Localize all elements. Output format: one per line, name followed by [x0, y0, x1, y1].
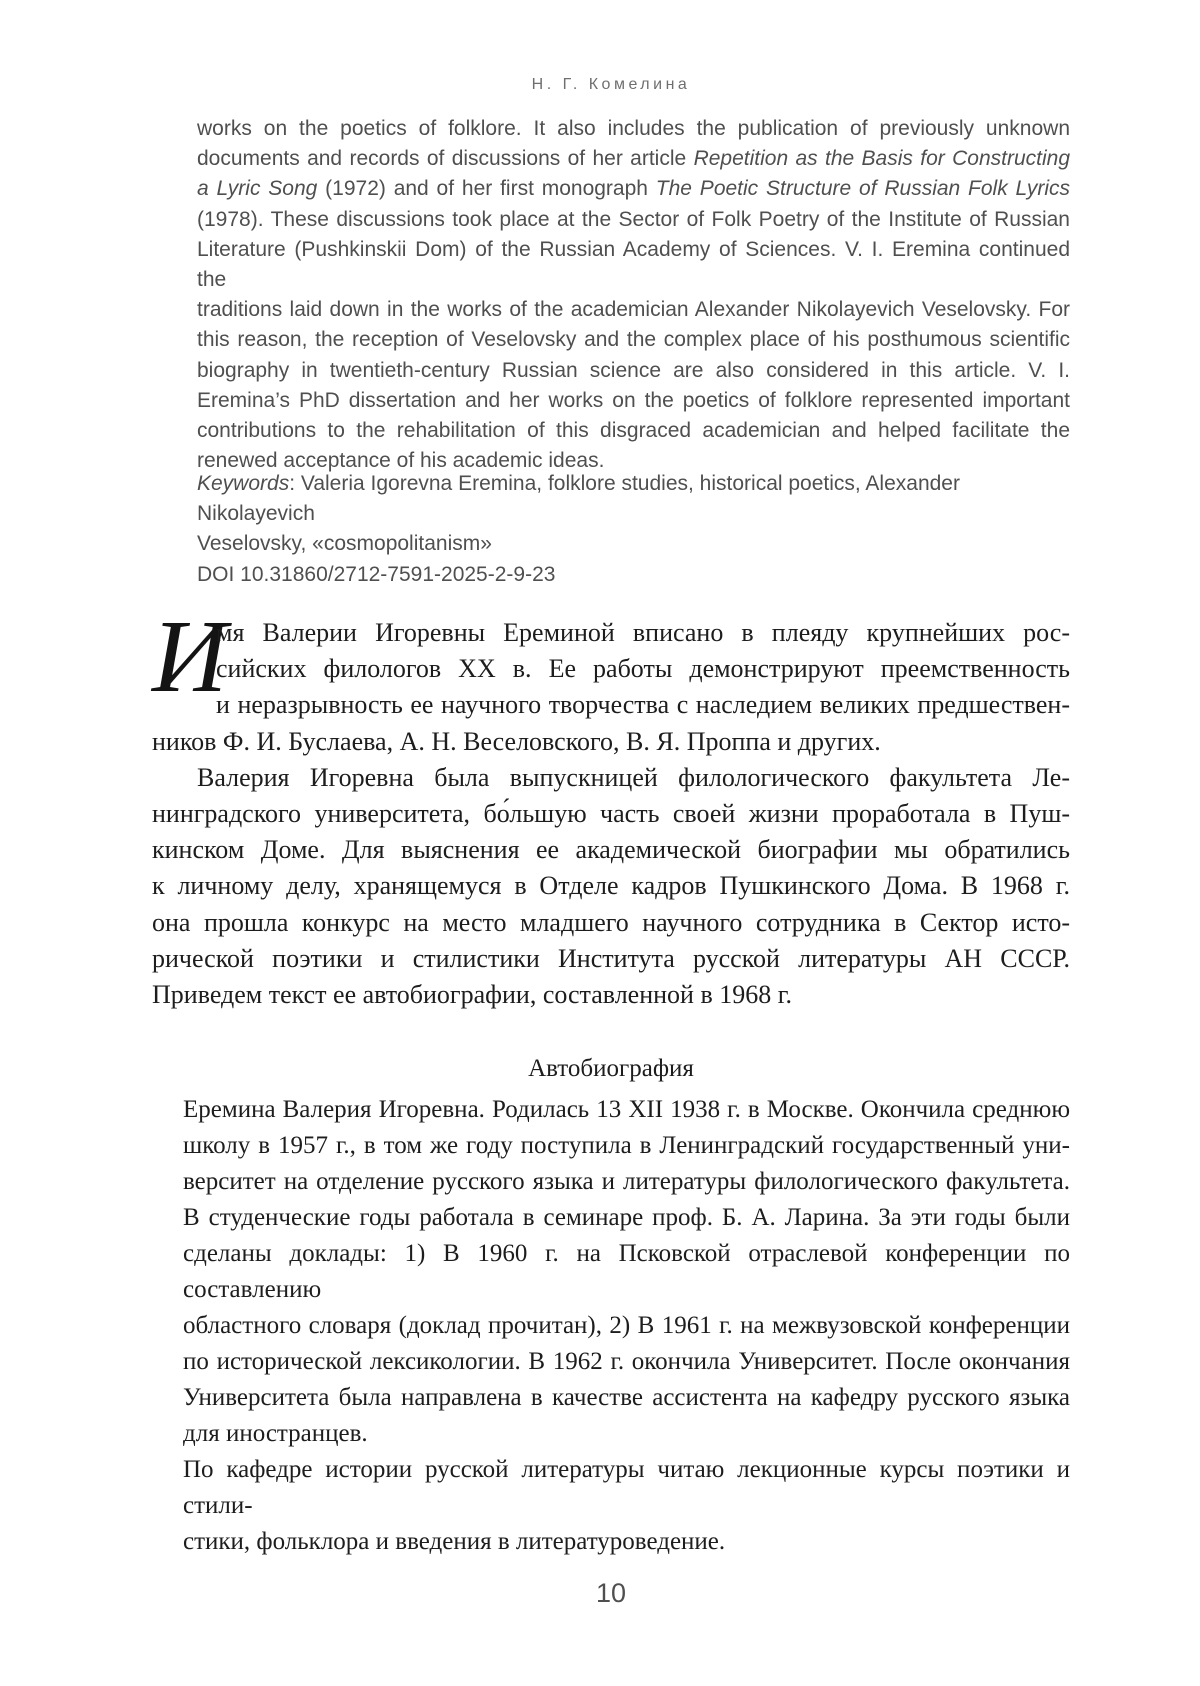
text-line: Валерия Игоревна была выпускницей филологического факультета Ле-	[197, 762, 1070, 792]
article-body	[152, 599, 1070, 1013]
text-line: она прошла конкурс на место младшего научного сотрудника в Сектор исто-	[152, 907, 1070, 937]
running-head-author: Н. Г. Комелина	[531, 76, 691, 93]
page-number: 10	[595, 1578, 627, 1608]
autobiography-heading: Автобиография	[528, 1055, 694, 1082]
text-line: По кафедре истории русской литературы читаю лекционные курсы поэтики и стили-	[183, 1456, 1070, 1519]
text-line: Veselovsky, «cosmopolitanism»	[197, 532, 492, 556]
text-line: (1978). These discussions took place at the Sector of Folk Poetry of the Institute of Russian	[197, 207, 1070, 231]
text-line: кинском Доме. Для выяснения ее академической биографии мы обратились	[152, 835, 1070, 865]
text-line: Eremina’s PhD dissertation and her works on the poetics of folklore represented important	[197, 388, 1070, 412]
text-line: traditions laid down in the works of the academician Alexander Nikolayevich Veselovsky. For	[197, 298, 1070, 322]
text-line: contributions to the rehabilitation of this disgraced academician and helped facilitate the	[197, 419, 1070, 443]
text-line: по исторической лексикологии. В 1962 г. окончила Университет. После окончания	[183, 1348, 1070, 1375]
text-line: Университета была направлена в качестве ассистента на кафедру русского языка	[183, 1384, 1070, 1411]
paragraph-second	[152, 760, 1070, 1013]
abstract-text	[197, 114, 1070, 476]
text-line: ников Ф. И. Буслаева, А. Н. Веселовского, В. Я. Проппа и других.	[152, 726, 881, 756]
drop-cap: И	[152, 599, 228, 714]
text-line: рической поэтики и стилистики Института русской литературы АН СССР.	[152, 943, 1070, 973]
text-line: верситет на отделение русского языка и литературы филологического факультета.	[183, 1168, 1070, 1195]
autobiography-paragraph-2	[183, 1452, 1070, 1560]
text-line: сийских филологов XX в. Ее работы демонстрируют преемственность	[216, 654, 1070, 684]
text-line: школу в 1957 г., в том же году поступила в Ленинградский государственный уни-	[183, 1132, 1070, 1159]
text-line: областного словаря (доклад прочитан), 2) В 1961 г. на межвузовской конференции	[183, 1312, 1070, 1339]
text-line: Еремина Валерия Игоревна. Родилась 13 XII 1938 г. в Москве. Окончила среднюю	[183, 1096, 1070, 1123]
text-line: works on the poetics of folklore. It also includes the publication of previously unknown	[197, 117, 1070, 140]
text-line: a Lyric Song (1972) and of her first monograph The Poetic Structure of Russian Folk Lyrics	[197, 177, 1071, 201]
paragraph-first	[152, 599, 1070, 760]
text-line: В студенческие годы работала в семинаре проф. Б. А. Ларина. За эти годы были	[183, 1204, 1070, 1231]
text-line: нинградского университета, бо́льшую часть своей жизни проработала в Пуш-	[152, 799, 1070, 829]
text-line: и неразрывность ее научного творчества с наследием великих предшествен-	[216, 690, 1070, 720]
paragraph-first-lines	[152, 599, 1070, 760]
text-line: к личному делу, хранящемуся в Отделе кадров Пушкинского Дома. В 1968 г.	[152, 871, 1070, 901]
text-line: мя Валерии Игоревны Ереминой вписано в плеяду крупнейших рос-	[216, 618, 1070, 647]
keywords-block	[197, 469, 1070, 560]
text-line: Literature (Pushkinskii Dom) of the Russian Academy of Sciences. V. I. Eremina continued the	[197, 237, 1070, 292]
text-line: documents and records of discussions of her article Repetition as the Basis for Constructing	[197, 147, 1071, 171]
text-line: Keywords: Valeria Igorevna Eremina, folklore studies, historical poetics, Alexander Nikolayevich	[197, 472, 960, 526]
text-line: Приведем текст ее автобиографии, составленной в 1968 г.	[152, 980, 792, 1010]
doi-line: DOI 10.31860/2712-7591-2025-2-9-23	[197, 563, 556, 586]
text-line: для иностранцев.	[183, 1420, 368, 1447]
autobiography-paragraph-1	[183, 1092, 1070, 1452]
text-line: стики, фольклора и введения в литературоведение.	[183, 1528, 726, 1555]
text-line: this reason, the reception of Veselovsky and the complex place of his posthumous scientific	[197, 328, 1070, 352]
autobiography-block	[183, 1092, 1070, 1560]
text-line: сделаны доклады: 1) В 1960 г. на Псковской отраслевой конференции по составлению	[183, 1240, 1070, 1303]
text-line: biography in twentieth-century Russian science are also considered in this article. V. I.	[197, 358, 1070, 382]
text-line: renewed acceptance of his academic ideas.	[197, 449, 605, 473]
